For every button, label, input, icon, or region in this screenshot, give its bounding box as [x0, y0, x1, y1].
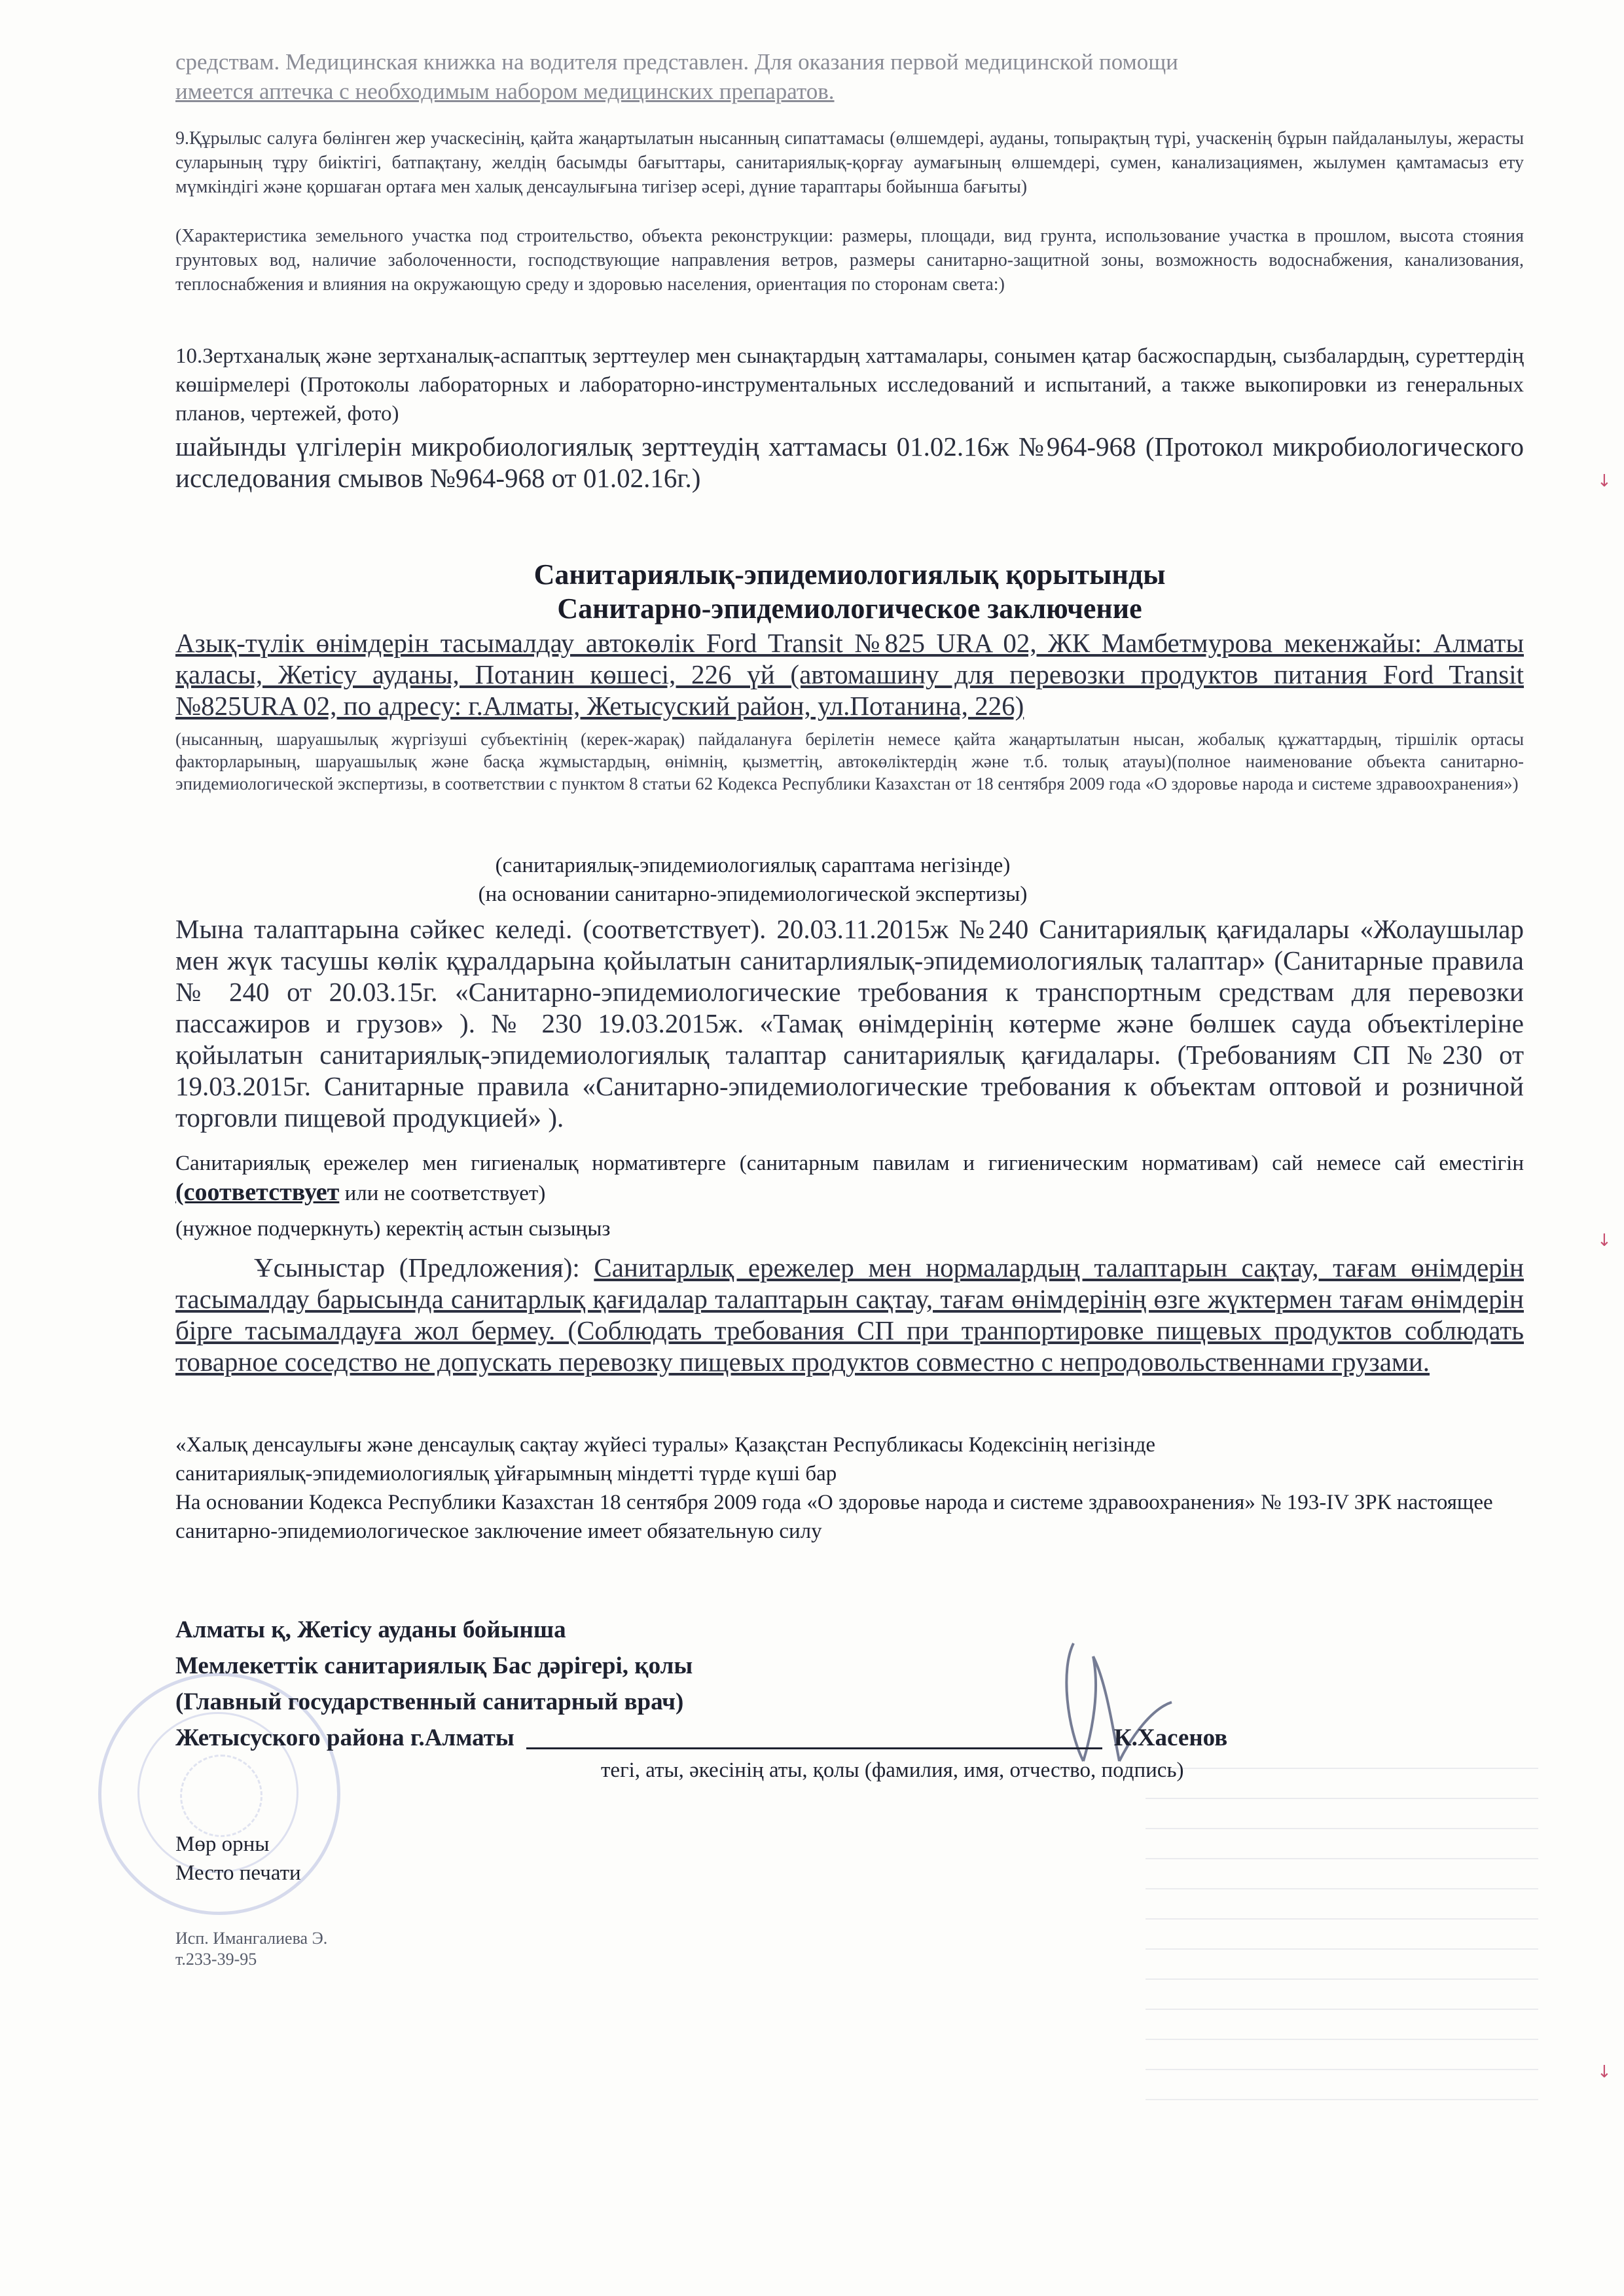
stamp-place-kz: Мөр орны — [175, 1832, 270, 1856]
basis-ru: (на основании санитарно-эпидемиологической экспертизы) — [478, 883, 1028, 906]
legal-kz-1: «Халық денсаулығы және денсаулық сақтау жүйесі туралы» Қазақстан Республикасы Кодексінің негізінде — [175, 1433, 1156, 1457]
signer-name: К.Хасенов — [1113, 1724, 1228, 1751]
margin-marker: ↓ — [1597, 471, 1612, 491]
legal-basis — [175, 1430, 1524, 1546]
proposals — [175, 1252, 1524, 1377]
signature-caption: тегі, аты, әкесінің аты, қолы (фамилия, имя, отчество, подпись) — [601, 1758, 1184, 1782]
stamp-place-ru: Место печати — [175, 1861, 301, 1885]
rules-suffix: или не соответствует) — [344, 1182, 546, 1205]
item-10-protocol: шайынды үлгілерін микробиологиялық зерттеудің хаттамасы 01.02.16ж №964-968 (Протокол микробиологического исследования смывов №964-968 от 01.02.16г.) — [175, 431, 1524, 493]
basis-kz: (санитариялық-эпидемиологиялық сараптама негізінде) — [495, 854, 1011, 877]
object-description: Азық-түлік өнімдерін тасымалдау автокөлік Ford Transit №825 URA 02, ЖК Мамбетмурова мекенжайы: Алматы қаласы, Жетісу ауданы, Потанин көшесі, 226 үй (автомашину для перевозки продуктов питания Ford Transit №825URA 02, по адресу: г.Алматы, Жетысуский район, ул.Потанина, 226) — [175, 628, 1524, 721]
margin-marker: ↓ — [1597, 2062, 1612, 2082]
underline-note: (нужное подчеркнуть) керектің астын сызыңыз — [175, 1217, 611, 1241]
basis — [327, 851, 1178, 909]
signature-line-2: Мемлекеттік санитариялық Бас дәрігері, қолы — [175, 1652, 693, 1679]
executor — [175, 1928, 1524, 1970]
signature-block — [175, 1612, 1524, 1785]
signature-line-3: (Главный государственный санитарный врач) — [175, 1688, 684, 1715]
rules-compliance — [175, 1149, 1524, 1208]
legal-kz-2: санитариялық-эпидемиологиялық ұйғарымның міндетті түрде күші бар — [175, 1462, 837, 1485]
rules-prefix: Санитариялық ережелер мен гигиеналық нормативтерге (санитарным павилам и гигиеническим нормативам) сай немесе сай еместігін — [175, 1152, 1524, 1175]
continued-text — [175, 47, 1524, 106]
compliance-text: Мына талаптарына сәйкес келеді. (соответствует). 20.03.11.2015ж №240 Санитариялық қағидалары «Жолаушылар мен жүк тасушы көлік құралдарына қойылатын санитарлиялық-эпидемиологиялық талаптар» (Санитарные правила № 240 от 20.03.15г. «Санитарно-эпидемиологические требования к транспортным средствам для перевозки пассажиров и грузов» ). № 230 19.03.2015ж. «Тамақ өнімдерінің көтерме және бөлшек сауда объектілеріне қойылатын санитариялық-эпидемиологиялық талаптар санитариялық қағидалары. (Требованиям СП №230 от 19.03.2015г. Санитарные правила «Санитарно-эпидемиологические требования к объектам оптовой и розничной торговли пищевой продукцией» ). — [175, 914, 1524, 1133]
conclusion-title — [175, 558, 1524, 626]
executor-name: Исп. Имангалиева Э. — [175, 1929, 328, 1948]
title-kz: Санитариялық-эпидемиологиялық қорытынды — [533, 558, 1166, 591]
item-9-kz: 9.Құрылыс салуға бөлінген жер учаскесінің, қайта жаңартылатын нысанның сипаттамасы (өлшемдері, ауданы, топырақтың түрі, учаскенің бұрын пайдаланылуы, жерасты суларының тұру биіктігі, батпақтану, желдің басымды бағыттары, санитариялық-қорғау аумағының өлшемдері, сумен, канализациямен, жылумен қамтамасыз ету мүмкіндігі және қоршаған ортаға мен халық денсаулығына тигізер әсері, дүние тараптары бойынша бағыты) — [175, 128, 1524, 197]
continued-line-2: имеется аптечка с необходимым набором медицинских препаратов. — [175, 79, 835, 104]
continued-line-1: средствам. Медицинская книжка на водителя представлен. Для оказания первой медицинской помощи — [175, 49, 1178, 75]
signature-underline — [526, 1747, 1102, 1749]
proposals-label: Ұсыныстар (Предложения): — [254, 1252, 580, 1283]
executor-phone: т.233-39-95 — [175, 1950, 257, 1969]
object-note: (нысанның, шаруашылық жүргізуші субъектінің (керек-жарақ) пайдалануға берілетін немесе қайта жаңартылатын нысан, жобалық құжаттардың, тіршілік ортасы факторларының, шаруашылық және басқа жұмыстардың, өнімнің, қызметтің, автокөліктердің және т.б. толық атауы)(полное наименование объекта санитарно-эпидемиологической экспертизы, в соответствии с пунктом 8 статьи 62 Кодекса Республики Казахстан от 18 сентября 2009 года «О здоровье народа и системе здравоохранения») — [175, 729, 1524, 793]
signature-line-1: Алматы қ, Жетісу ауданы бойынша — [175, 1616, 566, 1643]
margin-marker: ↓ — [1597, 1231, 1612, 1250]
title-ru: Санитарно-эпидемиологическое заключение — [557, 592, 1142, 625]
signature-line-4 — [175, 1720, 1524, 1756]
item-9-ru: (Характеристика земельного участка под строительство, объекта реконструкции: размеры, площади, вид грунта, использование участка в прошлом, высота стояния грунтовых вод, наличие заболоченности, господствующие направления ветров, размеры санитарно-защитной зоны, возможность водоснабжения, канализования, теплоснабжения и влияния на окружающую среду и здоровью населения, ориентация по сторонам света:) — [175, 226, 1524, 295]
item-10: 10.Зертханалық және зертханалық-аспаптық зерттеулер мен сынақтардың хаттамалары, сонымен қатар басжоспардың, сызбалардың, суреттердің көшірмелері (Протоколы лабораторных и лабораторно-инструментальных исследований и испытаний, а также выкопировки из генеральных планов, чертежей, фото) — [175, 344, 1524, 426]
rules-match: (соответствует — [175, 1178, 340, 1206]
stamp-place — [175, 1830, 1524, 1887]
proposals-text: Санитарлық ережелер мен нормалардың талаптарын сақтау, тағам өнімдерін тасымалдау барысында санитарлық қағидалар талаптарын сақтау, тағам өнімдерінің өзге жүктермен тағам өнімдерін бірге тасымалдауға жол бермеу. (Соблюдать требования СП при транпортировке пищевых продуктов соблюдать товарное соседство не допускать перевозку пищевых продуктов совместно с непродовольственнами грузами. — [175, 1252, 1524, 1377]
legal-ru: На основании Кодекса Республики Казахстан 18 сентября 2009 года «О здоровье народа и системе здравоохранения» № 193-IV ЗРК настоящее санитарно-эпидемиологическое заключение имеет обязательную силу — [175, 1491, 1493, 1543]
signature-district: Жетысуского района г.Алматы — [175, 1724, 514, 1751]
